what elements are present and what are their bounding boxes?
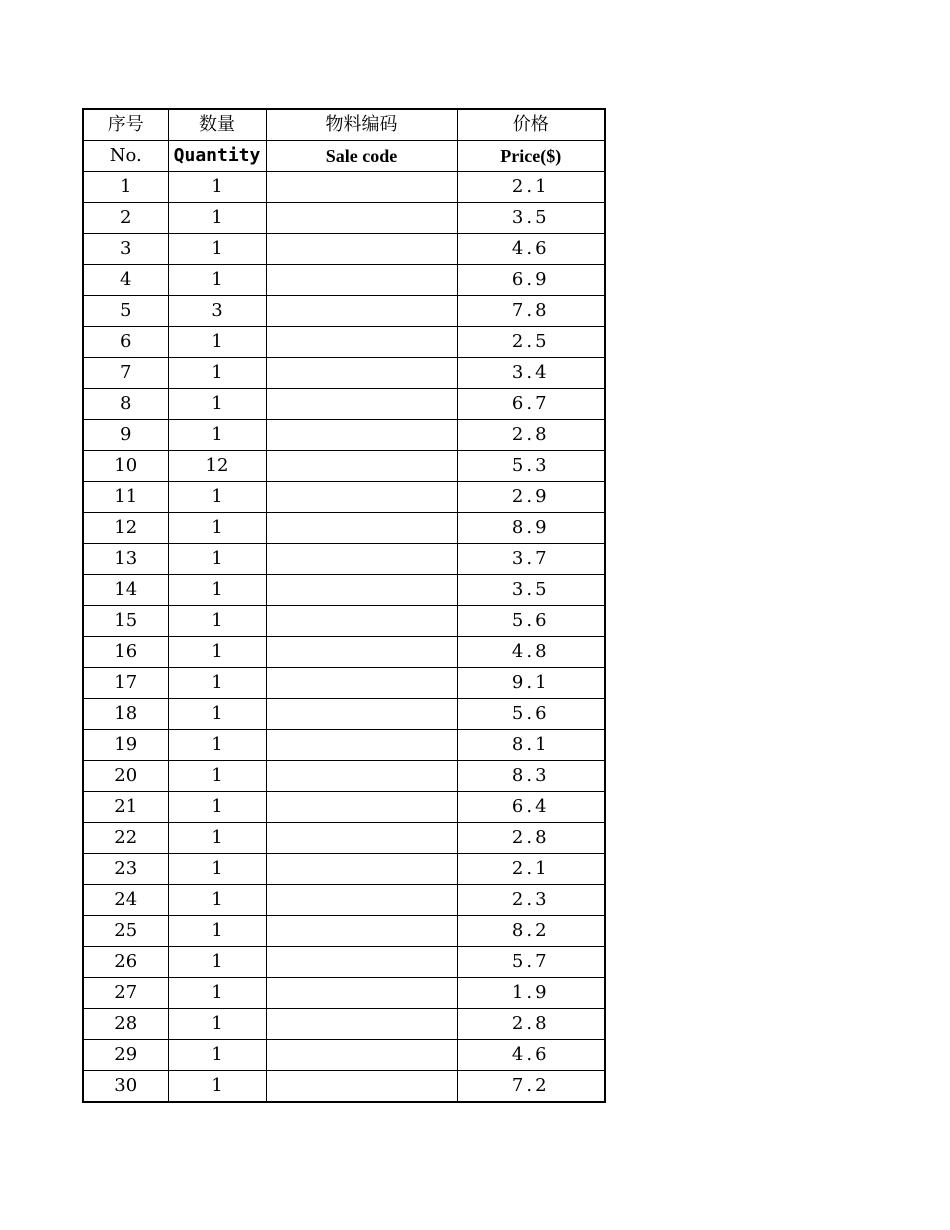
cell-sale-code[interactable] (266, 327, 457, 358)
cell-sale-code[interactable] (266, 885, 457, 916)
cell-quantity: 1 (168, 885, 266, 916)
header-sale-code-cn: 物料编码 (266, 109, 457, 141)
cell-sale-code[interactable] (266, 513, 457, 544)
cell-price: 7.2 (457, 1071, 605, 1103)
table-row (83, 296, 605, 327)
cell-no: 28 (83, 1009, 168, 1040)
cell-sale-code[interactable] (266, 916, 457, 947)
table-row (83, 203, 605, 234)
cell-no: 13 (83, 544, 168, 575)
cell-price: 1.9 (457, 978, 605, 1009)
table-row (83, 699, 605, 730)
cell-quantity: 1 (168, 730, 266, 761)
cell-quantity: 1 (168, 637, 266, 668)
table-row (83, 358, 605, 389)
cell-price: 3.7 (457, 544, 605, 575)
cell-no: 14 (83, 575, 168, 606)
header-no-en: No. (83, 141, 168, 172)
table-row (83, 637, 605, 668)
cell-no: 20 (83, 761, 168, 792)
table-row (83, 482, 605, 513)
cell-sale-code[interactable] (266, 606, 457, 637)
cell-quantity: 1 (168, 265, 266, 296)
cell-sale-code[interactable] (266, 1071, 457, 1103)
table-row (83, 451, 605, 482)
cell-no: 25 (83, 916, 168, 947)
cell-quantity: 1 (168, 699, 266, 730)
cell-no: 23 (83, 854, 168, 885)
cell-quantity: 1 (168, 482, 266, 513)
cell-no: 1 (83, 172, 168, 203)
cell-price: 8.1 (457, 730, 605, 761)
table-row (83, 823, 605, 854)
cell-price: 8.9 (457, 513, 605, 544)
table-row (83, 792, 605, 823)
cell-quantity: 1 (168, 947, 266, 978)
header-quantity-cn: 数量 (168, 109, 266, 141)
cell-price: 5.3 (457, 451, 605, 482)
cell-no: 24 (83, 885, 168, 916)
table-row (83, 420, 605, 451)
cell-no: 15 (83, 606, 168, 637)
cell-no: 3 (83, 234, 168, 265)
table-row (83, 327, 605, 358)
cell-price: 3.5 (457, 575, 605, 606)
header-quantity-en: Quantity (168, 141, 266, 172)
cell-sale-code[interactable] (266, 575, 457, 606)
cell-quantity: 1 (168, 1009, 266, 1040)
table-row (83, 885, 605, 916)
cell-price: 2.8 (457, 420, 605, 451)
cell-quantity: 1 (168, 792, 266, 823)
cell-sale-code[interactable] (266, 544, 457, 575)
cell-sale-code[interactable] (266, 761, 457, 792)
cell-no: 22 (83, 823, 168, 854)
cell-price: 7.8 (457, 296, 605, 327)
cell-price: 6.4 (457, 792, 605, 823)
cell-quantity: 1 (168, 978, 266, 1009)
cell-no: 7 (83, 358, 168, 389)
cell-quantity: 1 (168, 203, 266, 234)
cell-quantity: 1 (168, 668, 266, 699)
cell-sale-code[interactable] (266, 389, 457, 420)
cell-no: 10 (83, 451, 168, 482)
table-row (83, 1071, 605, 1103)
cell-quantity: 1 (168, 327, 266, 358)
cell-quantity: 12 (168, 451, 266, 482)
table-row (83, 1040, 605, 1071)
table-row (83, 575, 605, 606)
table-row (83, 234, 605, 265)
price-table (82, 108, 606, 1103)
cell-price: 2.8 (457, 1009, 605, 1040)
cell-quantity: 1 (168, 544, 266, 575)
cell-no: 21 (83, 792, 168, 823)
cell-quantity: 1 (168, 389, 266, 420)
cell-price: 2.1 (457, 172, 605, 203)
cell-price: 6.7 (457, 389, 605, 420)
header-row-chinese (83, 109, 605, 141)
cell-quantity: 1 (168, 420, 266, 451)
cell-no: 9 (83, 420, 168, 451)
table-row (83, 978, 605, 1009)
table-row (83, 544, 605, 575)
cell-quantity: 1 (168, 854, 266, 885)
cell-price: 3.5 (457, 203, 605, 234)
cell-price: 2.1 (457, 854, 605, 885)
cell-no: 6 (83, 327, 168, 358)
table-row (83, 1009, 605, 1040)
cell-sale-code[interactable] (266, 451, 457, 482)
cell-sale-code[interactable] (266, 1009, 457, 1040)
cell-price: 3.4 (457, 358, 605, 389)
cell-price: 8.2 (457, 916, 605, 947)
table-row (83, 265, 605, 296)
cell-price: 2.5 (457, 327, 605, 358)
table-row (83, 513, 605, 544)
cell-no: 12 (83, 513, 168, 544)
cell-sale-code[interactable] (266, 854, 457, 885)
cell-sale-code[interactable] (266, 420, 457, 451)
table-row (83, 606, 605, 637)
cell-sale-code[interactable] (266, 637, 457, 668)
cell-quantity: 1 (168, 606, 266, 637)
cell-quantity: 1 (168, 1071, 266, 1103)
cell-sale-code[interactable] (266, 730, 457, 761)
cell-no: 18 (83, 699, 168, 730)
cell-price: 5.6 (457, 606, 605, 637)
cell-quantity: 1 (168, 234, 266, 265)
cell-no: 8 (83, 389, 168, 420)
cell-sale-code[interactable] (266, 296, 457, 327)
cell-no: 5 (83, 296, 168, 327)
header-sale-code-en: Sale code (266, 141, 457, 172)
cell-price: 4.6 (457, 1040, 605, 1071)
cell-no: 19 (83, 730, 168, 761)
cell-quantity: 1 (168, 513, 266, 544)
cell-no: 17 (83, 668, 168, 699)
header-price-en: Price($) (457, 141, 605, 172)
cell-quantity: 1 (168, 823, 266, 854)
table-row (83, 947, 605, 978)
cell-sale-code[interactable] (266, 947, 457, 978)
cell-sale-code[interactable] (266, 265, 457, 296)
cell-price: 6.9 (457, 265, 605, 296)
cell-quantity: 1 (168, 172, 266, 203)
cell-price: 9.1 (457, 668, 605, 699)
header-no-cn: 序号 (83, 109, 168, 141)
cell-price: 4.8 (457, 637, 605, 668)
cell-sale-code[interactable] (266, 1040, 457, 1071)
table-row (83, 916, 605, 947)
cell-quantity: 1 (168, 916, 266, 947)
cell-sale-code[interactable] (266, 699, 457, 730)
table-row (83, 854, 605, 885)
cell-sale-code[interactable] (266, 234, 457, 265)
cell-sale-code[interactable] (266, 792, 457, 823)
cell-price: 2.3 (457, 885, 605, 916)
cell-price: 8.3 (457, 761, 605, 792)
cell-price: 2.9 (457, 482, 605, 513)
cell-quantity: 1 (168, 761, 266, 792)
table-row (83, 668, 605, 699)
cell-no: 2 (83, 203, 168, 234)
cell-price: 2.8 (457, 823, 605, 854)
cell-no: 4 (83, 265, 168, 296)
cell-quantity: 1 (168, 575, 266, 606)
cell-no: 16 (83, 637, 168, 668)
header-price-cn: 价格 (457, 109, 605, 141)
table-row (83, 389, 605, 420)
table-row (83, 730, 605, 761)
cell-no: 11 (83, 482, 168, 513)
cell-quantity: 3 (168, 296, 266, 327)
cell-sale-code[interactable] (266, 172, 457, 203)
cell-quantity: 1 (168, 358, 266, 389)
cell-quantity: 1 (168, 1040, 266, 1071)
cell-sale-code[interactable] (266, 668, 457, 699)
table-row (83, 761, 605, 792)
cell-no: 30 (83, 1071, 168, 1103)
cell-sale-code[interactable] (266, 203, 457, 234)
cell-price: 5.6 (457, 699, 605, 730)
cell-no: 29 (83, 1040, 168, 1071)
table-body (83, 109, 605, 1102)
cell-sale-code[interactable] (266, 482, 457, 513)
cell-price: 4.6 (457, 234, 605, 265)
cell-sale-code[interactable] (266, 978, 457, 1009)
cell-no: 26 (83, 947, 168, 978)
cell-sale-code[interactable] (266, 358, 457, 389)
header-row-english (83, 141, 605, 172)
cell-price: 5.7 (457, 947, 605, 978)
cell-sale-code[interactable] (266, 823, 457, 854)
table-row (83, 172, 605, 203)
cell-no: 27 (83, 978, 168, 1009)
